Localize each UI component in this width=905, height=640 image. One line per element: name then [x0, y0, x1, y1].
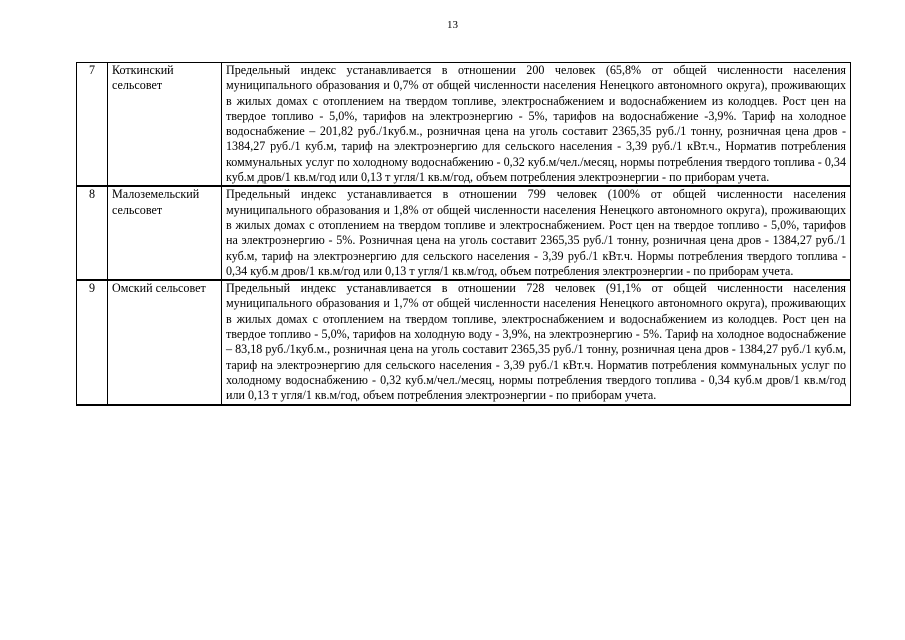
- settlement-name: Коткинский сельсовет: [108, 63, 222, 187]
- settlement-name: Омский сельсовет: [108, 280, 222, 404]
- settlements-table: [76, 62, 851, 406]
- row-number: 7: [77, 63, 108, 187]
- table-row: [77, 63, 851, 187]
- row-number: 8: [77, 186, 108, 280]
- index-description: Предельный индекс устанавливается в отношении 799 человек (100% от общей численности населения муниципального образования и 1,8% от общей численности населения Ненецкого автономного округа), проживающих в жилых домах с отоплением на твердом топливе и электроснабжением. Рост цен на твердое топливо - 5,0%, тарифов на электроэнергию - 5%. Розничная цена на уголь составит 2365,35 руб./1 тонну, розничная цена дров - 1384,27 руб./1 куб.м, тариф на электроэнергию для сельского населения - 3,39 руб./1 кВт.ч. Нормы потребления твердого топлива - 0,34 куб.м дров/1 кв.м/год или 0,13 т угля/1 кв.м/год, объем потребления электроэнергии - по приборам учета.: [222, 186, 851, 280]
- settlement-name: Малоземельский сельсовет: [108, 186, 222, 280]
- page-number: 13: [447, 19, 458, 31]
- index-description: Предельный индекс устанавливается в отношении 200 человек (65,8% от общей численности населения муниципального образования и 0,7% от общей численности населения Ненецкого автономного округа), проживающих в жилых домах с отоплением на твердом топливе, электроснабжением и водоснабжением из колодцев. Рост цен на твердое топливо - 5,0%, тарифов на электроэнергию - 5%, тарифов на водоснабжение -3,9%. Тариф на холодное водоснабжение – 201,82 руб./1куб.м., розничная цена на уголь составит 2365,35 руб./1 тонну, розничная цена дров - 1384,27 руб./1 куб.м, тариф на электроэнергию для сельского населения - 3,39 руб./1 кВт.ч., Норматив потребления коммунальных услуг по холодному водоснабжению - 0,32 куб.м/чел./месяц, нормы потребления твердого топлива - 0,34 куб.м дров/1 кв.м/год или 0,13 т угля/1 кв.м/год, объем потребления электроэнергии - по приборам учета.: [222, 63, 851, 187]
- table-row: [77, 186, 851, 280]
- row-number: 9: [77, 280, 108, 404]
- index-description: Предельный индекс устанавливается в отношении 728 человек (91,1% от общей численности населения муниципального образования и 1,7% от общей численности населения Ненецкого автономного округа), проживающих в жилых домах с отоплением на твердом топливе, электроснабжением и водоснабжением из колодцев. Рост цен на твердое топливо - 5,0%, тарифов на холодную воду - 3,9%, на электроэнергию - 5%. Тариф на холодное водоснабжение – 83,18 руб./1куб.м., розничная цена на уголь составит 2365,35 руб./1 тонну, розничная цена дров - 1384,27 руб./1 куб.м, тариф на электроэнергию для сельского населения - 3,39 руб./1 кВт.ч. Норматив потребления коммунальных услуг по холодному водоснабжению - 0,32 куб.м/чел./месяц, нормы потребления твердого топлива - 0,34 куб.м дров/1 кв.м/год или 0,13 т угля/1 кв.м/год, объем потребления электроэнергии - по приборам учета.: [222, 280, 851, 404]
- table-row: [77, 280, 851, 404]
